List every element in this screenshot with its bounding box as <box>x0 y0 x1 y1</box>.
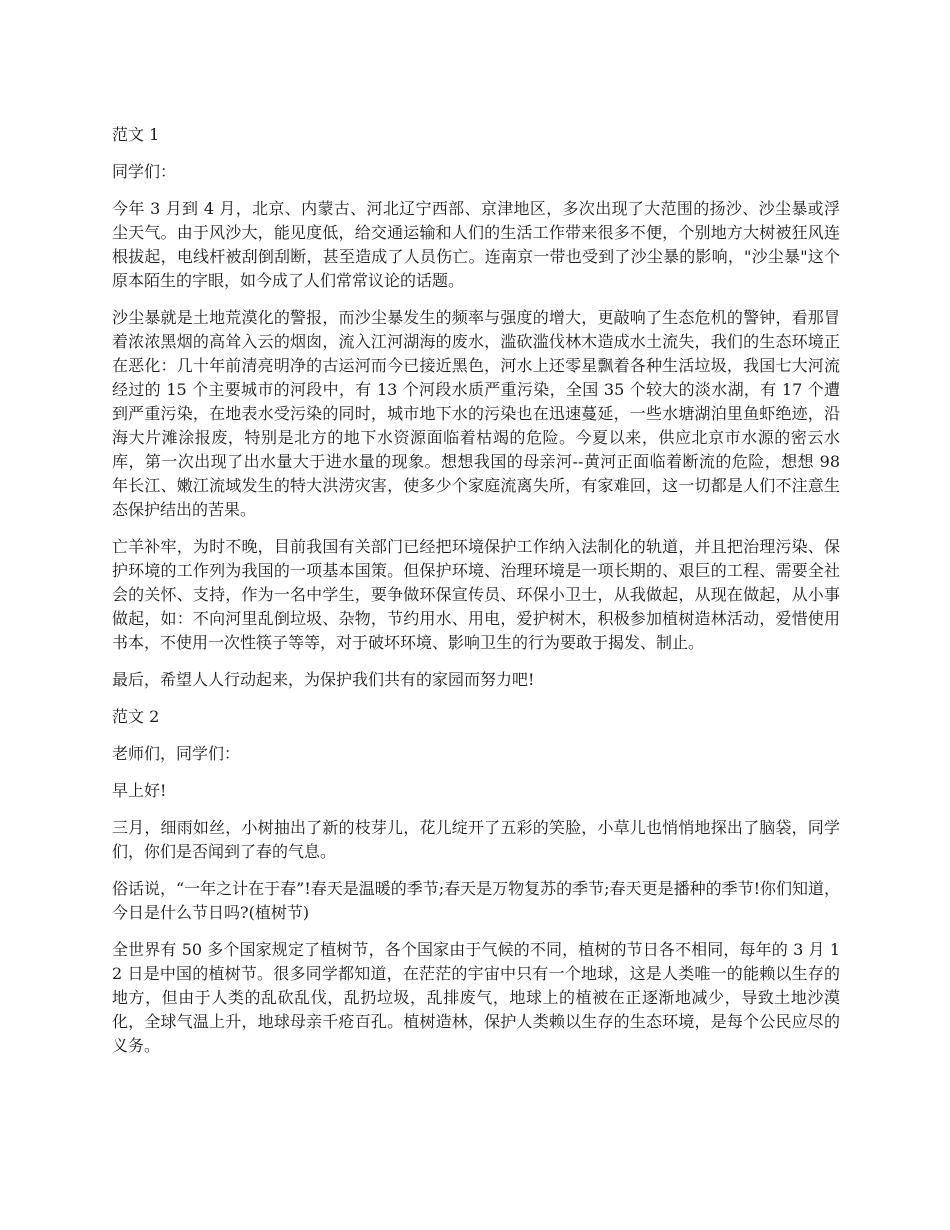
essay1-title: 范文 1 <box>112 125 160 144</box>
essay1-paragraph-1: 今年 3 月到 4 月，北京、内蒙古、河北辽宁西部、京津地区，多次出现了大范围的扬沙、沙尘暴或浮尘天气。由于风沙大，能见度低，给交通运输和人们的生活工作带来很多不便，个别地方大树被狂风连根拔起，电线杆被刮倒刮断，甚至造成了人员伤亡。连南京一带也受到了沙尘暴的影响，"沙尘暴"这个原本陌生的字眼，如今成了人们常常议论的话题。 <box>112 199 840 290</box>
essay2-salutation: 早上好! <box>112 781 167 800</box>
essay1-paragraph-2: 沙尘暴就是土地荒漠化的警报，而沙尘暴发生的频率与强度的增大，更敲响了生态危机的警钟，看那冒着浓浓黑烟的高耸入云的烟囱，流入江河湖海的废水，滥砍滥伐林木造成水土流失，我们的生态环境正在恶化：几十年前清亮明净的古运河而今已接近黑色，河水上还零星飘着各种生活垃圾，我国七大河流经过的 15 个主要城市的河段中，有 13 个河段水质严重污染，全国 35 个较大的淡水湖，有 17 个遭到严重污染，在地表水受污染的同时，城市地下水的污染也在迅速蔓延，一些水塘湖泊里鱼虾绝迹，沿海大片滩涂报废，特别是北方的地下水资源面临着枯竭的危险。今夏以来，供应北京市水源的密云水库，第一次出现了出水量大于进水量的现象。想想我国的母亲河--黄河正面临着断流的危险，想想 98 年长江、嫩江流域发生的特大洪涝灾害，使多少个家庭流离失所，有家难回，这一切都是人们不注意生态保护结出的苦果。 <box>112 308 840 519</box>
essay1-paragraph-4: 最后，希望人人行动起来，为保护我们共有的家园而努力吧! <box>112 670 535 689</box>
essay2-paragraph-3: 全世界有 50 多个国家规定了植树节，各个国家由于气候的不同，植树的节日各不相同，每年的 3 月 12 日是中国的植树节。很多同学都知道，在茫茫的宇宙中只有一个地球，这是人类唯一的能赖以生存的地方，但由于人类的乱砍乱伐，乱扔垃圾，乱排废气，地球上的植被在正逐渐地减少，导致土地沙漠化，全球气温上升，地球母亲千疮百孔。植树造林，保护人类赖以生存的生态环境，是每个公民应尽的义务。 <box>112 940 840 1055</box>
document-page <box>112 123 840 1071</box>
essay1-greeting: 同学们： <box>112 162 177 181</box>
essay2-title: 范文 2 <box>112 707 160 726</box>
essay2-paragraph-2: 俗话说，“一年之计在于春”!春天是温暖的季节;春天是万物复苏的季节;春天更是播种的季节!你们知道，今日是什么节日吗?(植树节) <box>112 879 841 922</box>
essay1-paragraph-3: 亡羊补牢，为时不晚，目前我国有关部门已经把环境保护工作纳入法制化的轨道，并且把治理污染、保护环境的工作列为我国的一项基本国策。但保护环境、治理环境是一项长期的、艰巨的工程、需要全社会的关怀、支持，作为一名中学生，要争做环保宣传员、环保小卫士，从我做起，从现在做起，从小事做起，如：不向河里乱倒垃圾、杂物，节约用水、用电，爱护树木，积极参加植树造林活动，爱惜使用书本，不使用一次性筷子等等，对于破坏环境、影响卫生的行为要敢于揭发、制止。 <box>112 537 840 652</box>
essay2-greeting: 老师们，同学们： <box>112 744 241 763</box>
essay2-paragraph-1: 三月，细雨如丝，小树抽出了新的枝芽儿，花儿绽开了五彩的笑脸，小草儿也悄悄地探出了脑袋，同学们，你们是否闻到了春的气息。 <box>112 818 840 861</box>
